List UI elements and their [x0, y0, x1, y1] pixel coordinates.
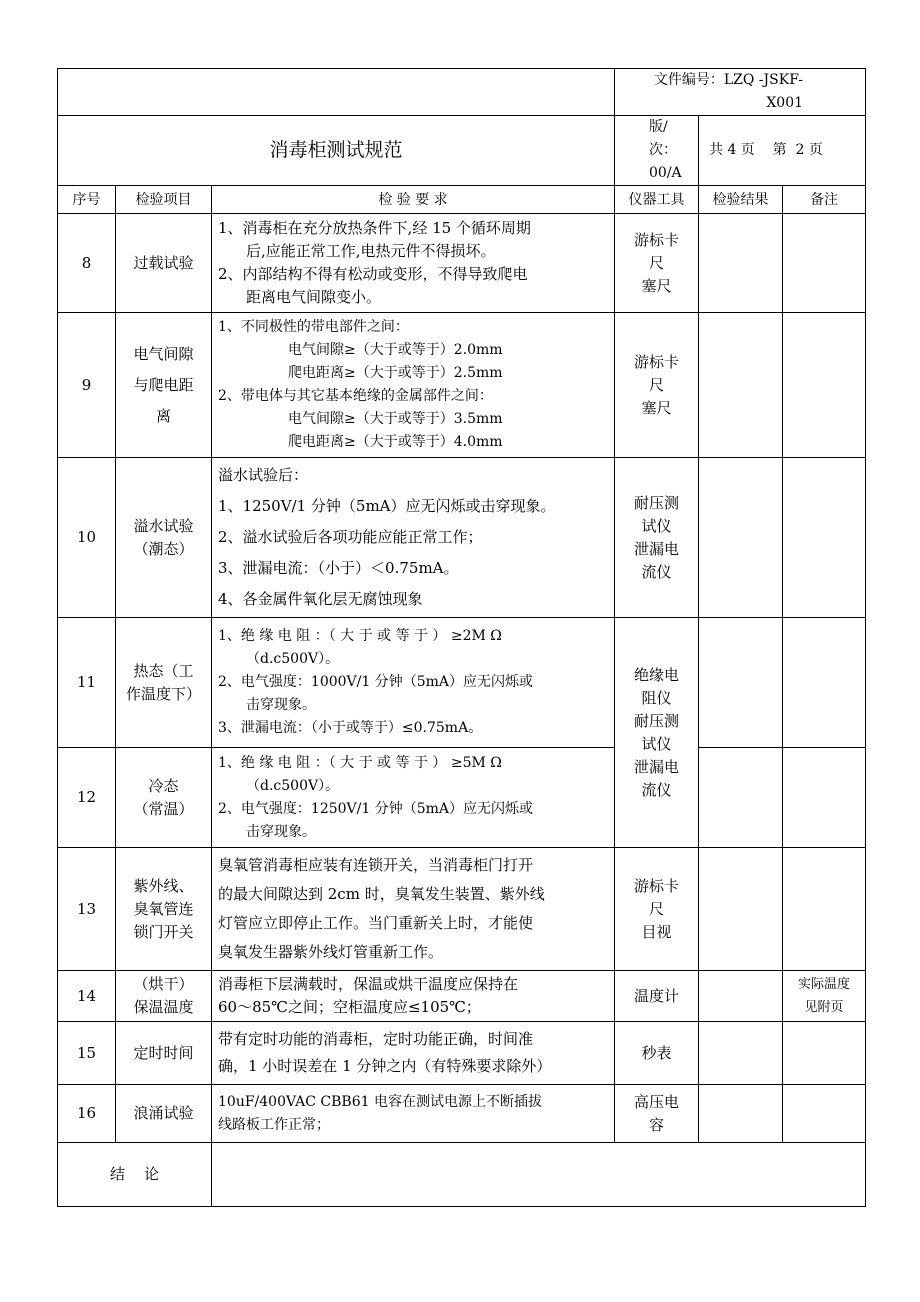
item-line: 保温温度	[133, 998, 194, 1016]
req-line: 2、内部结构不得有松动或变形，不得导致爬电	[218, 265, 528, 283]
item-line: （烘干）	[133, 975, 194, 993]
row-result[interactable]	[699, 1022, 783, 1085]
req-line: 灯管应立即停止工作。当门重新关上时，才能使	[218, 914, 534, 932]
row-no: 16	[58, 1085, 116, 1143]
item-line: 热态（工	[133, 661, 194, 680]
tool-line: 塞尺	[641, 398, 672, 417]
row-result[interactable]	[699, 214, 783, 313]
req-line: 击穿现象。	[246, 823, 316, 840]
table-row	[58, 1022, 866, 1085]
tool-line: 游标卡	[633, 352, 679, 371]
req-line: 60～85℃之间；空柜温度应≤105℃；	[218, 998, 481, 1016]
row-no: 14	[58, 971, 116, 1022]
col-header-result: 检验结果	[699, 186, 783, 214]
row-tools	[615, 618, 699, 848]
req-line: 确，1 小时误差在 1 分钟之内（有特殊要求除外）	[218, 1057, 552, 1075]
req-line: 2、溢水试验后各项功能应能正常工作；	[218, 528, 483, 546]
row-no: 8	[58, 214, 116, 313]
tool-line: 流仪	[641, 562, 672, 581]
col-header-tools: 仪器工具	[615, 186, 699, 214]
col-header-requirement: 检 验 要 求	[212, 186, 615, 214]
row-item	[116, 313, 212, 458]
col-header-note: 备注	[783, 186, 866, 214]
row-tools	[615, 848, 699, 971]
row-result[interactable]	[699, 458, 783, 618]
row-no: 11	[58, 618, 116, 748]
row-item	[116, 748, 212, 848]
item-line: 冷态	[148, 776, 179, 795]
req-line: 2、电气强度：1250V/1 分钟（5mA）应无闪烁或	[218, 800, 534, 817]
tool-line: 耐压测	[633, 493, 679, 512]
item-line: 紫外线、	[133, 876, 194, 895]
page-title: 消毒柜测试规范	[58, 116, 615, 186]
row-requirement	[212, 971, 615, 1022]
row-tools: 秒表	[615, 1022, 699, 1085]
req-line: 3、泄漏电流：（小于）＜0.75mA。	[218, 559, 459, 577]
req-line: 后,应能正常工作,电热元件不得损坏。	[246, 242, 496, 260]
row-result[interactable]	[699, 618, 783, 748]
row-requirement	[212, 1022, 615, 1085]
conclusion-label: 结 论	[58, 1143, 212, 1207]
tool-line: 阻仪	[641, 688, 672, 707]
item-line: 电气间隙	[133, 344, 194, 363]
row-no: 12	[58, 748, 116, 848]
doc-number: 文件编号：LZQ -JSKF-X001	[615, 69, 866, 116]
req-line: 击穿现象。	[246, 697, 316, 713]
row-requirement	[212, 748, 615, 848]
tool-line: 游标卡	[633, 876, 679, 895]
req-line: 线路板工作正常；	[218, 1116, 330, 1133]
req-line: 1、消毒柜在充分放热条件下,经 15 个循环周期	[218, 219, 531, 237]
tool-line: 尺	[648, 375, 664, 394]
item-line: 与爬电距	[133, 375, 194, 394]
table-row	[58, 214, 866, 313]
row-item	[116, 971, 212, 1022]
tool-line: 塞尺	[641, 276, 672, 295]
note-line: 见附页	[804, 1000, 844, 1015]
row-note	[783, 618, 866, 748]
table-row	[58, 848, 866, 971]
tool-line: 试仪	[641, 516, 672, 535]
tool-line: 高压电	[633, 1092, 679, 1111]
row-note	[783, 458, 866, 618]
row-no: 9	[58, 313, 116, 458]
conclusion-row	[58, 1143, 866, 1207]
item-line: 离	[155, 406, 171, 425]
req-line: 电气间隙≥（大于或等于）2.0mm	[288, 342, 503, 358]
tool-line: 流仪	[641, 780, 672, 799]
row-tools: 温度计	[615, 971, 699, 1022]
req-line: 1、不同极性的带电部件之间：	[218, 319, 409, 335]
tool-line: 试仪	[641, 734, 672, 753]
row-tools	[615, 214, 699, 313]
row-note	[783, 214, 866, 313]
req-line: 距离电气间隙变小。	[246, 288, 382, 306]
req-line: 电气间隙≥（大于或等于）3.5mm	[288, 411, 503, 427]
item-line: （常温）	[133, 799, 194, 818]
tool-line: 容	[648, 1115, 664, 1134]
row-result[interactable]	[699, 1085, 783, 1143]
row-result[interactable]	[699, 313, 783, 458]
row-tools	[615, 1085, 699, 1143]
row-item	[116, 848, 212, 971]
table-row	[58, 971, 866, 1022]
req-line: 臭氧管消毒柜应装有连锁开关，当消毒柜门打开	[218, 856, 534, 874]
item-line: 作温度下）	[125, 684, 201, 703]
table-row	[58, 1085, 866, 1143]
req-line: 溢水试验后：	[218, 466, 309, 484]
page-count: 共 4 页 第 2 页	[699, 116, 866, 186]
row-item	[116, 458, 212, 618]
row-result[interactable]	[699, 848, 783, 971]
conclusion-field[interactable]	[212, 1143, 866, 1207]
req-line: 2、电气强度：1000V/1 分钟（5mA）应无闪烁或	[218, 674, 534, 690]
version: 版/次：00/A	[615, 116, 699, 186]
row-note	[783, 748, 866, 848]
table-row	[58, 618, 866, 748]
row-requirement	[212, 313, 615, 458]
row-note	[783, 313, 866, 458]
spec-table	[57, 68, 866, 1207]
req-line: 1、绝 缘 电 阻 ：（ 大 于 或 等 于 ） ≥5M Ω	[218, 754, 502, 771]
row-item: 定时时间	[116, 1022, 212, 1085]
row-note	[783, 848, 866, 971]
row-tools	[615, 313, 699, 458]
table-row	[58, 458, 866, 618]
row-item: 过载试验	[116, 214, 212, 313]
tool-line: 耐压测	[633, 711, 679, 730]
row-note	[783, 971, 866, 1022]
header-blank	[58, 69, 615, 116]
req-line: 2、带电体与其它基本绝缘的金属部件之间：	[218, 388, 493, 404]
note-line: 实际温度	[798, 977, 851, 992]
req-line: 1、1250V/1 分钟（5mA）应无闪烁或击穿现象。	[218, 497, 556, 515]
item-line: 臭氧管连	[133, 899, 194, 918]
tool-line: 泄漏电	[633, 757, 679, 776]
row-requirement	[212, 618, 615, 748]
row-item	[116, 618, 212, 748]
row-requirement	[212, 458, 615, 618]
item-line: 锁门开关	[133, 922, 194, 941]
row-requirement	[212, 214, 615, 313]
table-row	[58, 313, 866, 458]
req-line: 1、绝 缘 电 阻 ：（ 大 于 或 等 于 ） ≥2M Ω	[218, 628, 502, 644]
req-line: 的最大间隙达到 2cm 时，臭氧发生装置、紫外线	[218, 885, 545, 903]
row-requirement	[212, 848, 615, 971]
req-line: 4、各金属件氧化层无腐蚀现象	[218, 590, 423, 608]
req-line: 3、泄漏电流：（小于或等于）≤0.75mA。	[218, 720, 483, 736]
req-line: 爬电距离≥（大于或等于）4.0mm	[288, 434, 503, 450]
tool-line: 尺	[648, 899, 664, 918]
tool-line: 游标卡	[633, 230, 679, 249]
tool-line: 尺	[648, 253, 664, 272]
table-row	[58, 748, 866, 848]
row-item: 浪涌试验	[116, 1085, 212, 1143]
req-line: 爬电距离≥（大于或等于）2.5mm	[288, 365, 503, 381]
req-line: 臭氧发生器紫外线灯管重新工作。	[218, 943, 444, 961]
row-tools	[615, 458, 699, 618]
tool-line: 泄漏电	[633, 539, 679, 558]
req-line: 消毒柜下层满载时，保温或烘干温度应保持在	[218, 975, 519, 993]
tool-line: 目视	[641, 922, 672, 941]
col-header-no: 序号	[58, 186, 116, 214]
row-note	[783, 1085, 866, 1143]
req-line: （d.c500V）。	[246, 651, 340, 667]
row-no: 13	[58, 848, 116, 971]
row-note	[783, 1022, 866, 1085]
row-no: 15	[58, 1022, 116, 1085]
row-result[interactable]	[699, 748, 783, 848]
req-line: 带有定时功能的消毒柜，定时功能正确，时间准	[218, 1030, 534, 1048]
col-header-item: 检验项目	[116, 186, 212, 214]
row-result[interactable]	[699, 971, 783, 1022]
item-line: （潮态）	[133, 539, 194, 558]
tool-line: 绝缘电	[633, 665, 679, 684]
row-no: 10	[58, 458, 116, 618]
row-requirement	[212, 1085, 615, 1143]
req-line: 10uF/400VAC CBB61 电容在测试电源上不断插拔	[218, 1093, 542, 1110]
req-line: （d.c500V）。	[246, 777, 340, 794]
item-line: 溢水试验	[133, 516, 194, 535]
